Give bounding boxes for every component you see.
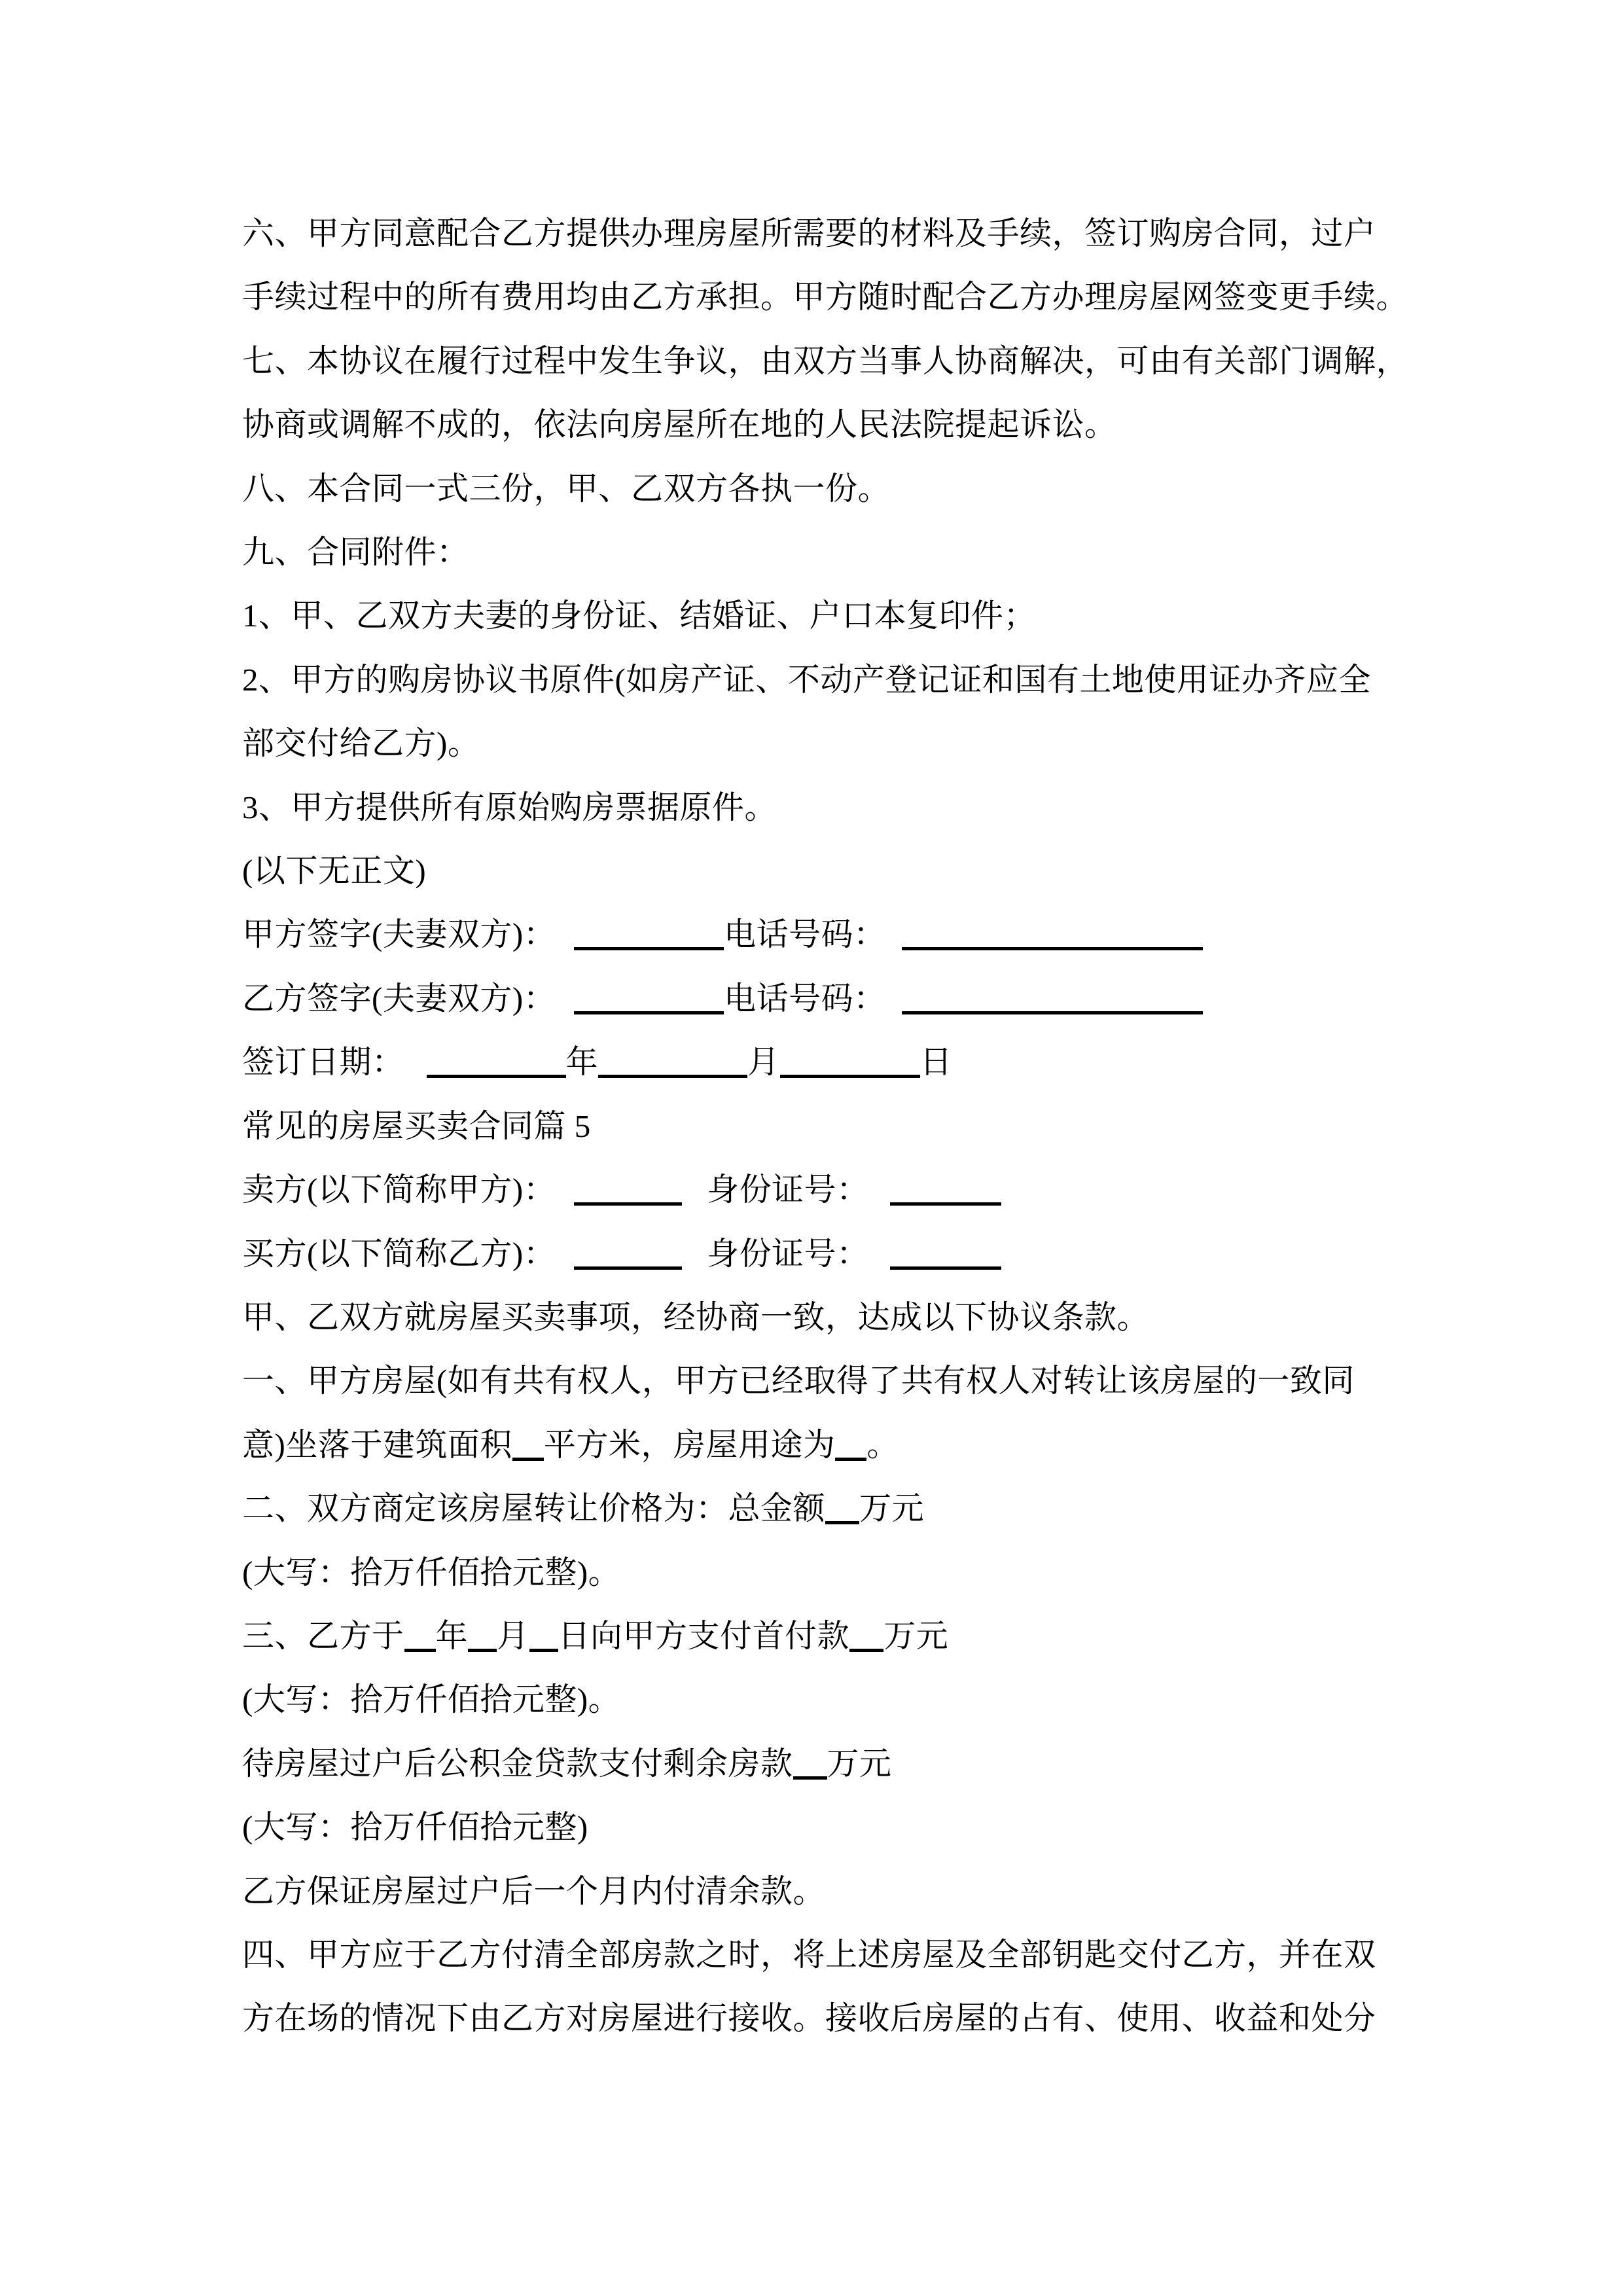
document-line: [242, 1413, 1427, 1477]
document-line: 方在场的情况下由乙方对房屋进行接收。接收后房屋的占有、使用、收益和处分: [242, 2000, 1376, 2037]
blank-field: [427, 1075, 566, 1078]
line-text: 万元: [883, 1617, 949, 1654]
blank-field: [890, 1202, 1001, 1206]
line-text: 。: [866, 1426, 899, 1463]
line-text: 意)坐落于建筑面积: [242, 1426, 512, 1463]
section-heading: 常见的房屋买卖合同篇 5: [242, 1107, 591, 1144]
blank-field: [825, 1521, 859, 1524]
line-text: 待房屋过户后公积金贷款支付剩余房款: [242, 1745, 793, 1782]
line-text: 年: [435, 1617, 469, 1654]
line-text: 月: [497, 1617, 529, 1654]
document-line: 1、甲、乙双方夫妻的身份证、结婚证、户口本复印件；: [242, 598, 1037, 634]
blank-field: [780, 1075, 920, 1078]
blank-field: [468, 1649, 497, 1652]
spacer: [556, 1264, 574, 1265]
document-line: [242, 1222, 1427, 1285]
document-line: [242, 1158, 1427, 1221]
line-text: 万元: [859, 1490, 925, 1527]
blank-field: [574, 947, 724, 950]
document-line: 2、甲方的购房协议书原件(如房产证、不动产登记证和国有土地使用证办齐应全: [242, 661, 1371, 698]
line-text: 签订日期：: [242, 1044, 404, 1081]
spacer: [682, 1264, 707, 1265]
blank-field: [574, 1202, 682, 1206]
line-text: 电话号码：: [724, 916, 886, 953]
document-line: 四、甲方应于乙方付清全部房款之时，将上述房屋及全部钥匙交付乙方，并在双: [242, 1936, 1376, 1973]
spacer: [869, 1264, 890, 1265]
document-line: 协商或调解不成的，依法向房屋所在地的人民法院提起诉讼。: [242, 406, 1117, 443]
blank-field: [793, 1776, 827, 1780]
blank-field: [598, 1075, 747, 1078]
spacer: [404, 1072, 427, 1073]
line-text: 日向甲方支付首付款: [558, 1617, 850, 1654]
blank-field: [902, 947, 1203, 950]
line-text: 身份证号：: [707, 1172, 869, 1208]
document-line: 部交付给乙方)。: [242, 725, 480, 762]
line-text: 身份证号：: [707, 1235, 869, 1272]
document-line: 九、合同附件：: [242, 534, 469, 571]
line-text: 甲方签字(夫妻双方)：: [242, 916, 556, 953]
document-line: (大写：拾万仟佰拾元整)。: [242, 1554, 621, 1590]
document-line: 3、甲方提供所有原始购房票据原件。: [242, 789, 777, 825]
line-text: 月: [747, 1044, 780, 1081]
line-text: 日: [919, 1044, 953, 1081]
contract-text-block: [242, 202, 1427, 2051]
document-line: [242, 1477, 1427, 1540]
line-text: 年: [565, 1044, 599, 1081]
document-line: [242, 1604, 1427, 1668]
document-line: 六、甲方同意配合乙方提供办理房屋所需要的材料及手续，签订购房合同，过户: [242, 215, 1376, 251]
blank-field: [890, 1266, 1001, 1270]
document-line: [242, 903, 1427, 966]
line-text: 乙方签字(夫妻双方)：: [242, 980, 556, 1016]
document-line: 七、本协议在履行过程中发生争议，由双方当事人协商解决，可由有关部门调解，: [242, 342, 1409, 379]
blank-field: [529, 1649, 558, 1652]
line-text: 买方(以下简称乙方)：: [242, 1235, 556, 1272]
spacer: [556, 944, 574, 945]
line-text: 二、双方商定该房屋转让价格为：总金额: [242, 1490, 826, 1527]
line-text: 平方米，房屋用途为: [543, 1426, 836, 1463]
spacer: [886, 944, 902, 945]
document-line: 手续过程中的所有费用均由乙方承担。甲方随时配合乙方办理房屋网签变更手续。: [242, 279, 1409, 315]
document-line: 乙方保证房屋过户后一个月内付清余款。: [242, 1873, 826, 1909]
document-line: (大写：拾万仟佰拾元整): [242, 1809, 588, 1846]
blank-field: [404, 1649, 436, 1652]
document-line: [242, 967, 1427, 1030]
blank-field: [574, 1266, 682, 1270]
document-line: [242, 1732, 1427, 1795]
line-text: 三、乙方于: [242, 1617, 404, 1654]
blank-field: [835, 1458, 866, 1461]
document-line: 甲、乙双方就房屋买卖事项，经协商一致，达成以下协议条款。: [242, 1299, 1150, 1335]
document-line: (以下无正文): [242, 853, 427, 889]
line-text: 卖方(以下简称甲方)：: [242, 1172, 556, 1208]
document-line: 一、甲方房屋(如有共有权人，甲方已经取得了共有权人对转让该房屋的一致同: [242, 1363, 1355, 1399]
blank-field: [902, 1011, 1203, 1014]
blank-field: [512, 1458, 544, 1461]
line-text: 万元: [827, 1745, 892, 1782]
line-text: 电话号码：: [724, 980, 886, 1016]
blank-field: [574, 1011, 724, 1014]
blank-field: [849, 1649, 883, 1652]
document-line: (大写：拾万仟佰拾元整)。: [242, 1681, 621, 1718]
document-line: 八、本合同一式三份，甲、乙双方各执一份。: [242, 470, 891, 507]
document-line: [242, 1030, 1427, 1094]
